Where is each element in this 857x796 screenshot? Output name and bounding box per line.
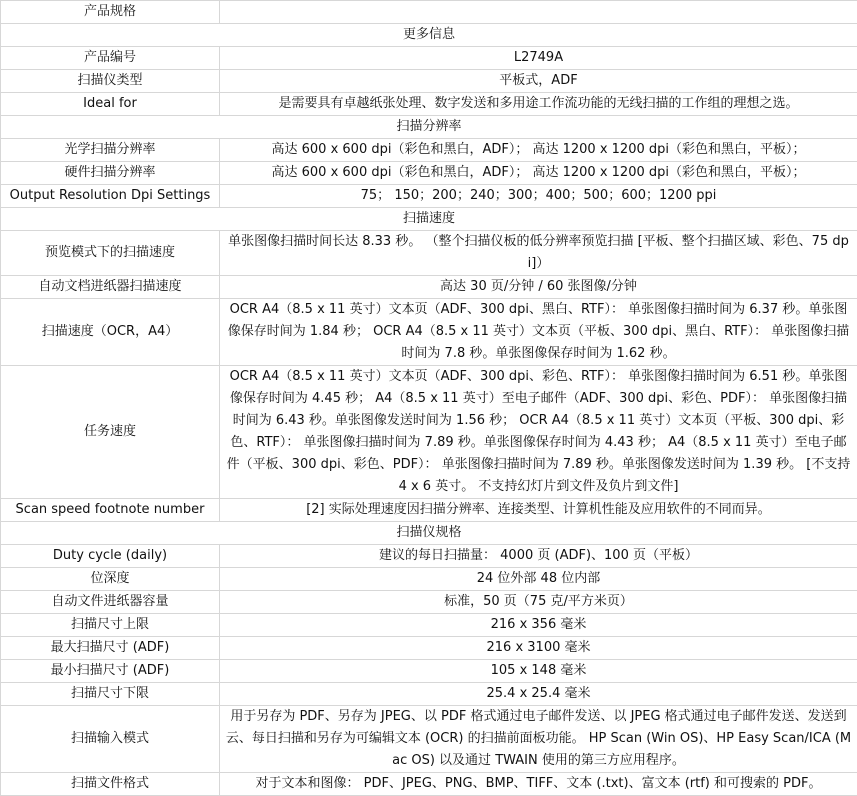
section-title: 扫描分辨率 (1, 116, 857, 139)
spec-row (1, 1, 857, 24)
spec-value: [2] 实际处理速度因扫描分辨率、连接类型、计算机性能及应用软件的不同而异。 (220, 499, 857, 522)
spec-label: 位深度 (1, 568, 220, 591)
spec-label: 最小扫描尺寸 (ADF) (1, 660, 220, 683)
section-title: 扫描速度 (1, 208, 857, 231)
section-header-row (1, 208, 857, 231)
spec-value: 216 x 3100 毫米 (220, 637, 857, 660)
spec-value: 25.4 x 25.4 毫米 (220, 683, 857, 706)
section-title: 更多信息 (1, 24, 857, 47)
spec-label: 最大扫描尺寸 (ADF) (1, 637, 220, 660)
spec-label: 自动文件进纸器容量 (1, 591, 220, 614)
spec-value: OCR A4（8.5 x 11 英寸）文本页（ADF、300 dpi、彩色、RTF）： 单张图像扫描时间为 6.51 秒。单张图像保存时间为 4.45 秒； A4（8.5 x 11 英寸）至电子邮件（ADF、300 dpi、彩色、PDF）： 单张图像扫描时间为 6.43 秒。单张图像发送时间为 1.56 秒； OCR A4（8.5 x 11 英寸）文本页（平板、300 dpi、彩色、RTF）： 单张图像扫描时间为 7.89 秒。单张图像保存时间为 4.43 秒； A4（8.5 x 11 英寸）至电子邮件（平板、300 dpi、彩色、PDF）： 单张图像扫描时间为 7.89 秒。单张图像发送时间为 1.39 秒。 [不支持 4 x 6 英寸。 不支持幻灯片到文件及负片到文件] (220, 366, 857, 499)
spec-row (1, 773, 857, 796)
spec-label: 光学扫描分辨率 (1, 139, 220, 162)
spec-value: 对于文本和图像： PDF、JPEG、PNG、BMP、TIFF、文本 (.txt)、富文本 (rtf) 和可搜索的 PDF。 (220, 773, 857, 796)
section-title: 扫描仪规格 (1, 522, 857, 545)
spec-value: 是需要具有卓越纸张处理、数字发送和多用途工作流功能的无线扫描的工作组的理想之选。 (220, 93, 857, 116)
spec-row (1, 499, 857, 522)
spec-label: 预览模式下的扫描速度 (1, 231, 220, 276)
spec-label: Ideal for (1, 93, 220, 116)
spec-row (1, 299, 857, 366)
spec-label: 扫描输入模式 (1, 706, 220, 773)
spec-label: 任务速度 (1, 366, 220, 499)
spec-value: 标准，50 页（75 克/平方米页） (220, 591, 857, 614)
spec-label: 扫描尺寸上限 (1, 614, 220, 637)
spec-row (1, 185, 857, 208)
spec-value: 用于另存为 PDF、另存为 JPEG、以 PDF 格式通过电子邮件发送、以 JPEG 格式通过电子邮件发送、发送到云、每日扫描和另存为可编辑文本 (OCR) 的扫描前面板功能。 HP Scan (Win OS)、HP Easy Scan/ICA (Mac OS) 以及通过 TWAIN 使用的第三方应用程序。 (220, 706, 857, 773)
spec-row (1, 366, 857, 499)
spec-row (1, 568, 857, 591)
spec-row (1, 614, 857, 637)
spec-row (1, 706, 857, 773)
spec-value: 高达 600 x 600 dpi（彩色和黑白，ADF）； 高达 1200 x 1200 dpi（彩色和黑白，平板）； (220, 162, 857, 185)
spec-label: 扫描尺寸下限 (1, 683, 220, 706)
spec-label: Duty cycle (daily) (1, 545, 220, 568)
spec-label: 扫描仪类型 (1, 70, 220, 93)
spec-label: 产品规格 (1, 1, 220, 24)
spec-row (1, 47, 857, 70)
spec-value: 平板式，ADF (220, 70, 857, 93)
spec-label: Scan speed footnote number (1, 499, 220, 522)
spec-row (1, 660, 857, 683)
spec-label: 扫描文件格式 (1, 773, 220, 796)
spec-value: 建议的每日扫描量： 4000 页 (ADF)、100 页（平板） (220, 545, 857, 568)
spec-row (1, 162, 857, 185)
spec-value: OCR A4（8.5 x 11 英寸）文本页（ADF、300 dpi、黑白、RTF）： 单张图像扫描时间为 6.37 秒。单张图像保存时间为 1.84 秒； OCR A4（8.5 x 11 英寸）文本页（平板、300 dpi、黑白、RTF）： 单张图像扫描时间为 7.8 秒。单张图像保存时间为 1.62 秒。 (220, 299, 857, 366)
spec-label: 硬件扫描分辨率 (1, 162, 220, 185)
spec-value: 单张图像扫描时间长达 8.33 秒。 （整个扫描仪板的低分辨率预览扫描 [平板、整个扫描区域、彩色、75 dpi]） (220, 231, 857, 276)
spec-label: Output Resolution Dpi Settings (1, 185, 220, 208)
spec-table-body (1, 1, 857, 796)
section-header-row (1, 24, 857, 47)
spec-value: 24 位外部 48 位内部 (220, 568, 857, 591)
spec-value: L2749A (220, 47, 857, 70)
spec-value (220, 1, 857, 24)
spec-value: 高达 600 x 600 dpi（彩色和黑白，ADF）； 高达 1200 x 1200 dpi（彩色和黑白，平板）； (220, 139, 857, 162)
spec-value: 216 x 356 毫米 (220, 614, 857, 637)
spec-row (1, 591, 857, 614)
spec-value: 高达 30 页/分钟 / 60 张图像/分钟 (220, 276, 857, 299)
spec-value: 105 x 148 毫米 (220, 660, 857, 683)
spec-value: 75； 150；200；240；300；400；500；600；1200 ppi (220, 185, 857, 208)
spec-row (1, 276, 857, 299)
spec-row (1, 70, 857, 93)
spec-label: 产品编号 (1, 47, 220, 70)
spec-label: 扫描速度（OCR，A4） (1, 299, 220, 366)
spec-row (1, 231, 857, 276)
section-header-row (1, 522, 857, 545)
spec-label: 自动文档进纸器扫描速度 (1, 276, 220, 299)
spec-row (1, 545, 857, 568)
section-header-row (1, 116, 857, 139)
spec-row (1, 637, 857, 660)
spec-row (1, 683, 857, 706)
spec-row (1, 139, 857, 162)
spec-row (1, 93, 857, 116)
